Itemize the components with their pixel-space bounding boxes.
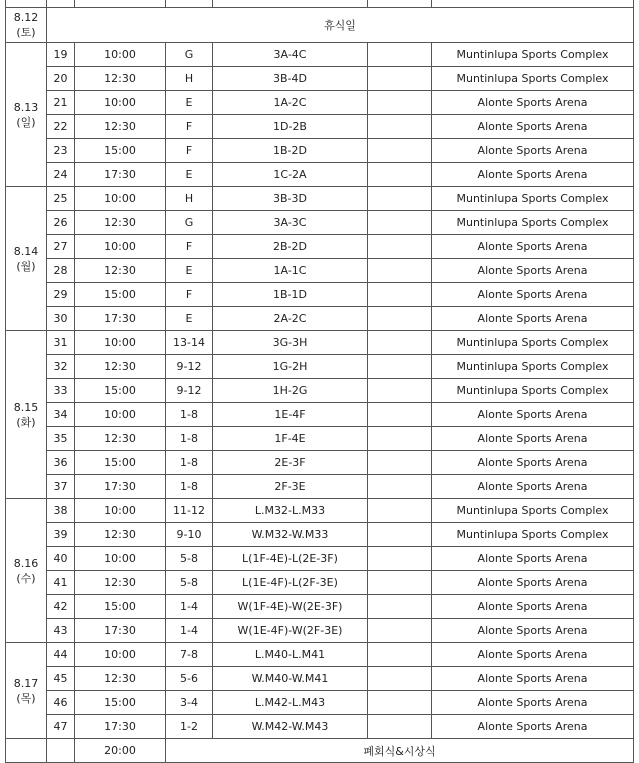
- empty-cell: [368, 475, 432, 499]
- game-group: 1-4: [166, 619, 213, 643]
- table-row: [6, 595, 634, 619]
- table-row: [6, 355, 634, 379]
- game-time: 10:00: [75, 235, 166, 259]
- game-venue: Muntinlupa Sports Complex: [432, 523, 634, 547]
- game-time: 10:00: [75, 187, 166, 211]
- game-group: F: [166, 283, 213, 307]
- game-group: 9-10: [166, 523, 213, 547]
- game-match: 2E-3F: [213, 451, 368, 475]
- game-venue: Alonte Sports Arena: [432, 307, 634, 331]
- table-row: [6, 547, 634, 571]
- empty-cell: [368, 43, 432, 67]
- game-venue: Alonte Sports Arena: [432, 547, 634, 571]
- game-time: 12:30: [75, 523, 166, 547]
- game-match: 1F-4E: [213, 427, 368, 451]
- game-time: 12:30: [75, 259, 166, 283]
- game-number: 32: [47, 355, 75, 379]
- game-number: 36: [47, 451, 75, 475]
- game-number: 23: [47, 139, 75, 163]
- game-venue: Alonte Sports Arena: [432, 643, 634, 667]
- game-time: 10:00: [75, 43, 166, 67]
- game-group: F: [166, 115, 213, 139]
- empty-cell: [368, 427, 432, 451]
- game-number: 26: [47, 211, 75, 235]
- game-match: L(1F-4E)-L(2E-3F): [213, 547, 368, 571]
- game-match: 3A-3C: [213, 211, 368, 235]
- game-time: 10:00: [75, 499, 166, 523]
- game-number: 38: [47, 499, 75, 523]
- game-match: W.M40-W.M41: [213, 667, 368, 691]
- game-match: 3B-4D: [213, 67, 368, 91]
- game-group: 5-6: [166, 667, 213, 691]
- game-number: 25: [47, 187, 75, 211]
- game-match: W.M42-W.M43: [213, 715, 368, 739]
- empty-cell: [368, 307, 432, 331]
- game-venue: Alonte Sports Arena: [432, 283, 634, 307]
- game-group: G: [166, 211, 213, 235]
- table-row: [6, 91, 634, 115]
- game-group: 11-12: [166, 499, 213, 523]
- game-number: 29: [47, 283, 75, 307]
- weekday-label: (월): [16, 259, 36, 273]
- weekday-label: (수): [16, 571, 36, 585]
- game-group: E: [166, 259, 213, 283]
- table-row: [6, 619, 634, 643]
- game-venue: Alonte Sports Arena: [432, 163, 634, 187]
- game-match: L.M42-L.M43: [213, 691, 368, 715]
- table-row: [6, 259, 634, 283]
- game-number: 42: [47, 595, 75, 619]
- game-match: 3B-3D: [213, 187, 368, 211]
- game-time: 17:30: [75, 619, 166, 643]
- table-row: [6, 211, 634, 235]
- game-group: 1-2: [166, 715, 213, 739]
- game-match: L.M40-L.M41: [213, 643, 368, 667]
- table-row: [6, 163, 634, 187]
- game-venue: Alonte Sports Arena: [432, 715, 634, 739]
- game-venue: Alonte Sports Arena: [432, 475, 634, 499]
- game-venue: Muntinlupa Sports Complex: [432, 67, 634, 91]
- game-number: 39: [47, 523, 75, 547]
- game-time: 15:00: [75, 139, 166, 163]
- game-time: 10:00: [75, 643, 166, 667]
- empty-cell: [368, 667, 432, 691]
- game-number: 20: [47, 67, 75, 91]
- game-number: 46: [47, 691, 75, 715]
- game-venue: Alonte Sports Arena: [432, 571, 634, 595]
- empty-cell: [368, 451, 432, 475]
- game-time: 17:30: [75, 307, 166, 331]
- game-number: 41: [47, 571, 75, 595]
- table-row: [6, 43, 634, 67]
- game-venue: Muntinlupa Sports Complex: [432, 499, 634, 523]
- date-cell: [6, 43, 47, 187]
- empty-cell: [368, 235, 432, 259]
- game-group: 5-8: [166, 571, 213, 595]
- game-time: 17:30: [75, 163, 166, 187]
- game-match: 3A-4C: [213, 43, 368, 67]
- game-group: 13-14: [166, 331, 213, 355]
- table-top-row: [6, 0, 634, 8]
- table-row: [6, 691, 634, 715]
- weekday-label: (일): [16, 115, 36, 129]
- date-label: 8.12: [13, 11, 39, 24]
- closing-time: 20:00: [75, 739, 166, 763]
- game-venue: Alonte Sports Arena: [432, 115, 634, 139]
- game-number: 37: [47, 475, 75, 499]
- game-group: F: [166, 235, 213, 259]
- empty-cell: [368, 187, 432, 211]
- game-group: 9-12: [166, 355, 213, 379]
- empty-cell: [368, 355, 432, 379]
- table-row: [6, 379, 634, 403]
- game-number: 35: [47, 427, 75, 451]
- table-row: [6, 403, 634, 427]
- game-match: 1B-1D: [213, 283, 368, 307]
- game-venue: Alonte Sports Arena: [432, 691, 634, 715]
- game-match: 2F-3E: [213, 475, 368, 499]
- game-time: 12:30: [75, 571, 166, 595]
- date-cell: [6, 331, 47, 499]
- date-cell: [6, 643, 47, 739]
- date-label: 8.17: [13, 676, 39, 690]
- game-number: 33: [47, 379, 75, 403]
- game-number: 24: [47, 163, 75, 187]
- empty-cell: [368, 523, 432, 547]
- game-group: F: [166, 139, 213, 163]
- game-number: 22: [47, 115, 75, 139]
- game-venue: Alonte Sports Arena: [432, 259, 634, 283]
- game-time: 10:00: [75, 403, 166, 427]
- game-number: 28: [47, 259, 75, 283]
- empty-cell: [368, 211, 432, 235]
- empty-cell: [368, 619, 432, 643]
- table-row: [6, 115, 634, 139]
- game-number: 40: [47, 547, 75, 571]
- game-venue: Alonte Sports Arena: [432, 403, 634, 427]
- empty-cell: [368, 331, 432, 355]
- game-time: 15:00: [75, 595, 166, 619]
- game-group: 9-12: [166, 379, 213, 403]
- weekday-label: (토): [16, 26, 36, 39]
- game-group: 1-4: [166, 595, 213, 619]
- game-number: 19: [47, 43, 75, 67]
- game-number: 21: [47, 91, 75, 115]
- game-time: 10:00: [75, 91, 166, 115]
- game-group: 1-8: [166, 451, 213, 475]
- game-group: 3-4: [166, 691, 213, 715]
- game-group: E: [166, 307, 213, 331]
- empty-cell: [368, 115, 432, 139]
- game-match: 1G-2H: [213, 355, 368, 379]
- empty-cell: [368, 643, 432, 667]
- game-venue: Muntinlupa Sports Complex: [432, 355, 634, 379]
- game-match: 1A-1C: [213, 259, 368, 283]
- game-time: 12:30: [75, 667, 166, 691]
- table-row: [6, 235, 634, 259]
- game-group: H: [166, 67, 213, 91]
- table-row: [6, 427, 634, 451]
- game-number: 27: [47, 235, 75, 259]
- table-row: [6, 523, 634, 547]
- game-group: H: [166, 187, 213, 211]
- game-venue: Muntinlupa Sports Complex: [432, 379, 634, 403]
- game-group: 5-8: [166, 547, 213, 571]
- empty-cell: [368, 595, 432, 619]
- table-row: [6, 475, 634, 499]
- game-group: G: [166, 43, 213, 67]
- game-match: 1E-4F: [213, 403, 368, 427]
- empty-cell: [368, 67, 432, 91]
- empty-cell: [368, 139, 432, 163]
- game-match: 3G-3H: [213, 331, 368, 355]
- game-venue: Alonte Sports Arena: [432, 427, 634, 451]
- game-number: 30: [47, 307, 75, 331]
- rest-day-row: [6, 8, 634, 43]
- game-venue: Muntinlupa Sports Complex: [432, 331, 634, 355]
- closing-row: [6, 739, 634, 763]
- table-row: [6, 67, 634, 91]
- game-venue: Alonte Sports Arena: [432, 619, 634, 643]
- game-time: 15:00: [75, 691, 166, 715]
- game-match: 1B-2D: [213, 139, 368, 163]
- game-group: 1-8: [166, 403, 213, 427]
- game-number: 45: [47, 667, 75, 691]
- weekday-label: (목): [16, 691, 36, 705]
- game-venue: Muntinlupa Sports Complex: [432, 43, 634, 67]
- rest-day-text: 휴식일: [47, 8, 634, 43]
- game-venue: Muntinlupa Sports Complex: [432, 211, 634, 235]
- game-time: 10:00: [75, 547, 166, 571]
- empty-cell: [6, 739, 47, 763]
- game-venue: Alonte Sports Arena: [432, 235, 634, 259]
- game-match: 1A-2C: [213, 91, 368, 115]
- game-number: 43: [47, 619, 75, 643]
- table-row: [6, 571, 634, 595]
- game-time: 12:30: [75, 355, 166, 379]
- game-group: 1-8: [166, 427, 213, 451]
- game-match: L(1E-4F)-L(2F-3E): [213, 571, 368, 595]
- date-label: 8.13: [13, 100, 39, 114]
- weekday-label: (화): [16, 415, 36, 429]
- empty-cell: [368, 379, 432, 403]
- game-venue: Alonte Sports Arena: [432, 595, 634, 619]
- game-match: 1C-2A: [213, 163, 368, 187]
- date-cell: [6, 499, 47, 643]
- empty-cell: [368, 715, 432, 739]
- game-time: 15:00: [75, 379, 166, 403]
- table-row: [6, 139, 634, 163]
- table-row: [6, 283, 634, 307]
- game-venue: Alonte Sports Arena: [432, 667, 634, 691]
- game-match: 2B-2D: [213, 235, 368, 259]
- game-time: 15:00: [75, 283, 166, 307]
- game-time: 17:30: [75, 715, 166, 739]
- game-time: 10:00: [75, 331, 166, 355]
- game-time: 12:30: [75, 67, 166, 91]
- game-venue: Muntinlupa Sports Complex: [432, 187, 634, 211]
- game-time: 15:00: [75, 451, 166, 475]
- game-group: E: [166, 91, 213, 115]
- empty-cell: [368, 403, 432, 427]
- game-match: 1H-2G: [213, 379, 368, 403]
- date-cell: [6, 8, 47, 43]
- table-row: [6, 499, 634, 523]
- game-time: 12:30: [75, 211, 166, 235]
- table-row: [6, 451, 634, 475]
- empty-cell: [368, 547, 432, 571]
- empty-cell: [368, 91, 432, 115]
- empty-cell: [47, 739, 75, 763]
- game-match: 1D-2B: [213, 115, 368, 139]
- game-match: L.M32-L.M33: [213, 499, 368, 523]
- empty-cell: [368, 283, 432, 307]
- game-match: 2A-2C: [213, 307, 368, 331]
- table-row: [6, 307, 634, 331]
- schedule-body: [6, 0, 634, 763]
- empty-cell: [368, 571, 432, 595]
- table-row: [6, 643, 634, 667]
- game-match: W(1F-4E)-W(2E-3F): [213, 595, 368, 619]
- empty-cell: [368, 691, 432, 715]
- date-cell: [6, 187, 47, 331]
- game-match: W(1E-4F)-W(2F-3E): [213, 619, 368, 643]
- game-venue: Alonte Sports Arena: [432, 451, 634, 475]
- game-time: 12:30: [75, 115, 166, 139]
- date-label: 8.16: [13, 556, 39, 570]
- game-time: 17:30: [75, 475, 166, 499]
- empty-cell: [368, 259, 432, 283]
- empty-cell: [368, 499, 432, 523]
- game-number: 47: [47, 715, 75, 739]
- table-row: [6, 667, 634, 691]
- table-row: [6, 187, 634, 211]
- date-label: 8.15: [13, 400, 39, 414]
- game-time: 12:30: [75, 427, 166, 451]
- game-venue: Alonte Sports Arena: [432, 139, 634, 163]
- date-label: 8.14: [13, 244, 39, 258]
- table-row: [6, 715, 634, 739]
- schedule-table: [5, 0, 634, 763]
- closing-text: 폐회식&시상식: [166, 739, 634, 763]
- game-group: 7-8: [166, 643, 213, 667]
- game-group: 1-8: [166, 475, 213, 499]
- game-number: 34: [47, 403, 75, 427]
- game-number: 31: [47, 331, 75, 355]
- game-group: E: [166, 163, 213, 187]
- game-number: 44: [47, 643, 75, 667]
- empty-cell: [368, 163, 432, 187]
- table-row: [6, 331, 634, 355]
- game-match: W.M32-W.M33: [213, 523, 368, 547]
- game-venue: Alonte Sports Arena: [432, 91, 634, 115]
